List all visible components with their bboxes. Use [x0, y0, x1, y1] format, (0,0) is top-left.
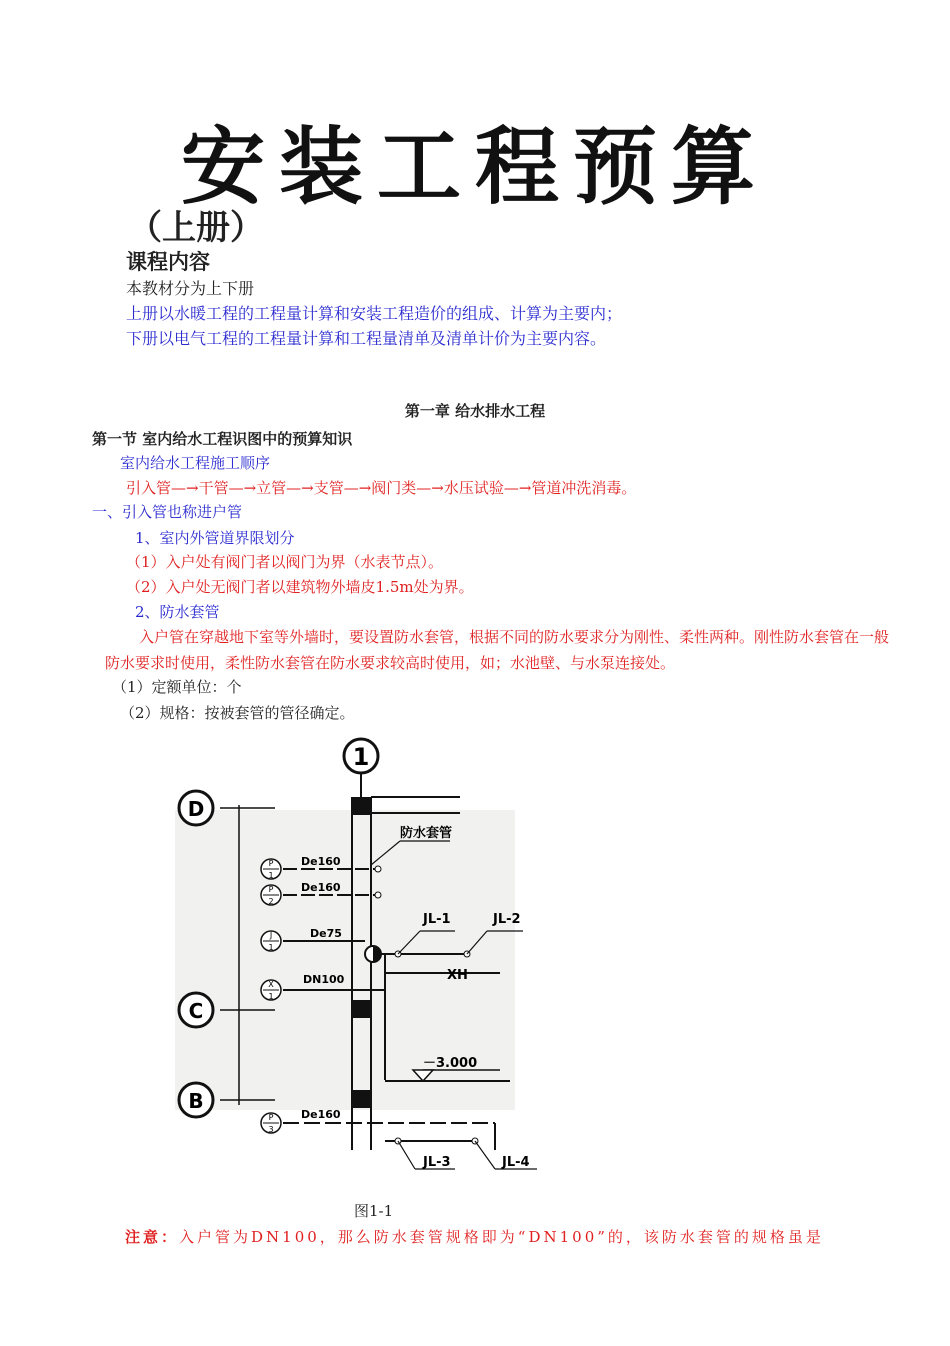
jl3-label: JL-3 [423, 1155, 451, 1170]
sequence-title: 室内给水工程施工顺序 [120, 454, 271, 472]
elevation-label: －3.000 [423, 1056, 478, 1071]
intro-line-3: 下册以电气工程的工程量计算和工程量清单及清单计价为主要内容。 [126, 329, 607, 348]
svg-text:De160: De160 [301, 855, 341, 868]
svg-text:P: P [268, 1113, 274, 1122]
intro-line-2: 上册以水暖工程的工程量计算和安装工程造价的组成、计算为主要内； [126, 304, 623, 323]
document-title: 安装工程预算 [180, 117, 769, 216]
jl4-label: JL-4 [502, 1155, 530, 1170]
svg-text:De160: De160 [301, 1108, 341, 1121]
sequence-text: 引入管—→干管—→立管—→支管—→阀门类—→水压试验—→管道冲洗消毒。 [126, 479, 637, 497]
svg-text:DN100: DN100 [303, 973, 345, 986]
axis-label-c: C [188, 999, 204, 1023]
note-label: 注意： [125, 1228, 180, 1246]
spec-line: （2）规格：按被套管的管径确定。 [120, 704, 355, 722]
rule-2: （2）入户处无阀门者以建筑物外墙皮1.5m处为界。 [126, 578, 474, 596]
axis-label-b: B [188, 1089, 204, 1113]
svg-text:1: 1 [268, 871, 274, 880]
jl1-label: JL-1 [423, 912, 451, 927]
course-heading: 课程内容 [126, 249, 210, 274]
xh-label: XH [447, 968, 468, 983]
svg-text:J: J [269, 931, 273, 940]
axis-label-top: 1 [352, 743, 370, 771]
note-text: 入户管为DN100，那么防水套管规格即为“DN100”的，该防水套管的规格虽是 [179, 1228, 824, 1246]
chapter-heading: 第一章 给水排水工程 [404, 402, 546, 420]
svg-text:P: P [268, 859, 274, 868]
item-1-heading: 一、引入管也称进户管 [92, 503, 243, 521]
figure-caption: 图1-1 [354, 1202, 394, 1220]
svg-text:3: 3 [268, 1125, 274, 1134]
svg-text:De160: De160 [301, 881, 341, 894]
subheading-2: 2、防水套管 [135, 603, 220, 621]
subheading-1: 1、室内外管道界限划分 [135, 529, 295, 547]
intro-line-1: 本教材分为上下册 [126, 279, 255, 298]
sleeve-paragraph: 入户管在穿越地下室等外墙时，要设置防水套管，根据不同的防水要求分为刚性、柔性两种。刚性防水套管在一般防水要求时使用，柔性防水套管在防水要求较高时使用，如；水池壁、与水泵连接处。 [105, 628, 890, 672]
pipe-row-5 [261, 1108, 495, 1134]
svg-text:1: 1 [268, 992, 274, 1001]
section-heading: 第一节 室内给水工程识图中的预算知识 [92, 430, 353, 448]
svg-text:X: X [268, 980, 274, 989]
svg-text:2: 2 [268, 897, 274, 906]
jl2-label: JL-2 [493, 912, 521, 927]
axis-label-d: D [187, 797, 205, 821]
volume-label: （上册） [128, 208, 264, 248]
svg-text:De75: De75 [310, 927, 342, 940]
sleeve-label: 防水套管 [400, 826, 453, 841]
svg-text:P: P [268, 885, 274, 894]
figure-1-1 [165, 735, 550, 1180]
rule-1: （1）入户处有阀门者以阀门为界（水表节点）。 [126, 553, 444, 571]
unit-line: （1）定额单位：个 [112, 678, 242, 696]
svg-text:1: 1 [268, 943, 274, 952]
